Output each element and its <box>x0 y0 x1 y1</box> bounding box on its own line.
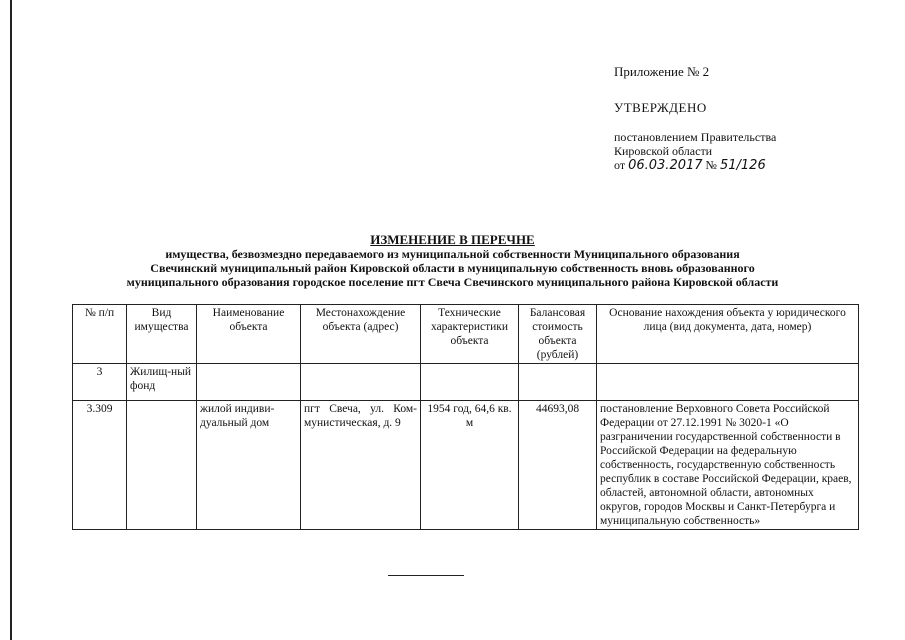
decree-line-2: Кировской области <box>614 144 713 158</box>
property-table <box>72 304 859 530</box>
row-basis: постановление Верховного Совета Российской Федерации от 27.12.1991 № 3020-1 «О разграничении государственной собственности в Российской Федерации на федеральную собственность, государственную собственность республик в составе Российской Федерации, краев, областей, автономной области, автономных округов, городов Москвы и Санкт-Петербурга и муниципальную собственность» <box>597 401 859 530</box>
date-prefix: от <box>614 158 626 172</box>
header-location: Местонахождение объекта (адрес) <box>301 305 421 364</box>
table-header-row <box>73 305 859 364</box>
row-location: пгт Свеча, ул. Ком-мунистическая, д. 9 <box>301 401 421 530</box>
header-kind: Вид имущества <box>127 305 197 364</box>
title-line-2: Свечинский муниципальный район Кировской области в муниципальную собственность вновь образованного <box>150 261 755 275</box>
handwritten-date: 06.03.2017 <box>628 158 703 173</box>
group-empty-cell <box>519 364 597 401</box>
decree-date-line <box>614 158 776 173</box>
row-balance: 44693,08 <box>519 401 597 530</box>
group-empty-cell <box>197 364 301 401</box>
title-line-3: муниципального образования городское поселение пгт Свеча Свечинского муниципального района Кировской области <box>126 275 779 289</box>
group-num: 3 <box>73 364 127 401</box>
handwritten-number: 51/126 <box>719 158 766 173</box>
header-basis: Основание нахождения объекта у юридического лица (вид документа, дата, номер) <box>597 305 859 364</box>
appendix-label: Приложение № 2 <box>614 64 710 79</box>
document-title <box>0 232 905 289</box>
group-empty-cell <box>421 364 519 401</box>
group-empty-cell <box>597 364 859 401</box>
row-name: жилой индиви-дуальный дом <box>197 401 301 530</box>
header-num: № п/п <box>73 305 127 364</box>
row-tech: 1954 год, 64,6 кв. м <box>421 401 519 530</box>
header-tech: Технические характеристики объекта <box>421 305 519 364</box>
group-empty-cell <box>301 364 421 401</box>
footer-rule <box>388 575 464 576</box>
row-num: 3.309 <box>73 401 127 530</box>
decree-block <box>614 130 776 173</box>
number-prefix: № <box>705 158 717 172</box>
decree-line-1: постановлением Правительства <box>614 130 777 144</box>
approved-label: УТВЕРЖДЕНО <box>614 100 707 115</box>
header-balance: Балансовая стоимость объекта (рублей) <box>519 305 597 364</box>
table-row <box>73 401 859 530</box>
title-line-1: имущества, безвозмездно передаваемого из муниципальной собственности Муниципального образования <box>165 247 740 261</box>
table-group-row <box>73 364 859 401</box>
scan-left-edge <box>10 0 12 640</box>
header-name: Наименование объекта <box>197 305 301 364</box>
title-main: ИЗМЕНЕНИЕ В ПЕРЕЧНЕ <box>370 232 535 247</box>
group-kind: Жилищ-ный фонд <box>127 364 197 401</box>
row-kind <box>127 401 197 530</box>
